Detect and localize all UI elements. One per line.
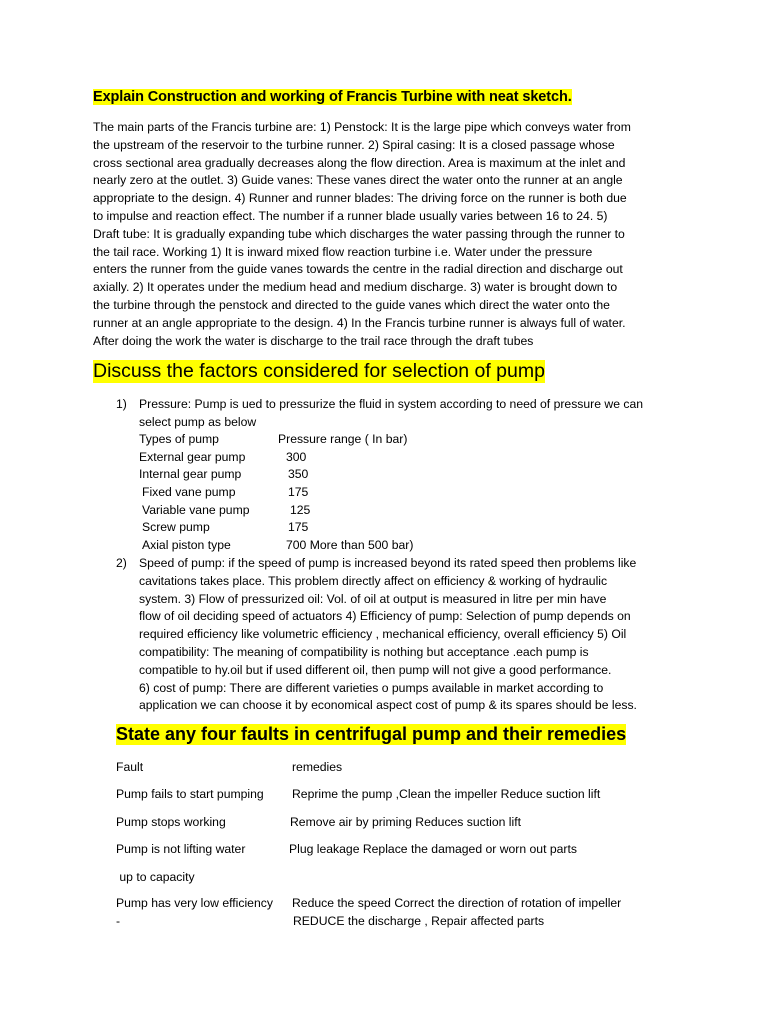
fault-cell: Pump has very low efficiency <box>116 896 273 910</box>
paragraph-line: the turbine through the penstock and directed to the guide vanes which direct the water onto the <box>93 297 610 312</box>
paragraph-line: appropriate to the design. 4) Runner and runner blades: The driving force on the runner is both due <box>93 191 627 206</box>
paragraph-line: enters the runner from the guide vanes towards the centre in the radial direction and discharge out <box>93 262 623 277</box>
fault-cell: Pump is not lifting water <box>116 842 246 856</box>
table-header-range: Pressure range ( In bar) <box>278 432 408 446</box>
paragraph-line: flow of oil deciding speed of actuators 4) Efficiency of pump: Selection of pump depends on <box>139 609 631 624</box>
list-number: 1) <box>116 397 127 411</box>
paragraph-line: The main parts of the Francis turbine are: 1) Penstock: It is the large pipe which conveys water from <box>93 120 631 134</box>
paragraph-line: axially. 2) It operates under the medium head and medium discharge. 3) water is brought down to <box>93 280 618 295</box>
q3-heading: State any four faults in centrifugal pump and their remedies <box>116 724 627 744</box>
remedy-column-header: remedies <box>292 760 343 774</box>
table-cell-type: Internal gear pump <box>139 467 242 481</box>
list-number: 2) <box>116 556 127 570</box>
list-item-speed <box>139 555 637 715</box>
remedy-cell: Remove air by priming Reduces suction lift <box>290 815 521 829</box>
paragraph-line: required efficiency like volumetric efficiency , mechanical efficiency, overall efficiency 5) Oil <box>139 627 627 642</box>
table-cell-type: Axial piston type <box>142 538 231 552</box>
table-header-type: Types of pump <box>139 432 219 446</box>
paragraph-line: Speed of pump: if the speed of pump is increased beyond its rated speed then problems like <box>139 556 637 570</box>
fault-column-header: Fault <box>116 760 144 774</box>
list-item-pressure <box>139 396 643 432</box>
remedy-cell: Reduce the speed Correct the direction of rotation of impeller <box>292 896 622 910</box>
paragraph-line: cross sectional area gradually decreases along the flow direction. Area is maximum at the inlet and <box>93 155 626 170</box>
table-cell-type: Variable vane pump <box>142 503 250 517</box>
fault-cell-continuation: up to capacity <box>116 870 195 884</box>
q1-heading: Explain Construction and working of Francis Turbine with neat sketch. <box>93 89 572 105</box>
remedy-cell: Plug leakage Replace the damaged or worn out parts <box>289 842 577 856</box>
paragraph-line: 6) cost of pump: There are different varieties o pumps available in market according to <box>139 680 604 695</box>
q1-paragraph <box>93 119 631 350</box>
paragraph-line: the tail race. Working 1) It is inward mixed flow reaction turbine i.e. Water under the pressure <box>93 244 593 259</box>
paragraph-line: compatible to hy.oil but if used different oil, then pump will not give a good performance. <box>139 662 612 677</box>
table-cell-type: Fixed vane pump <box>142 485 236 499</box>
q2-heading: Discuss the factors considered for selection of pump <box>93 360 545 382</box>
paragraph-line: compatibility: The meaning of compatibility is nothing but acceptance .each pump is <box>139 644 589 659</box>
fault-cell: Pump stops working <box>116 815 226 829</box>
paragraph-line: to impulse and reaction effect. The number if a runner blade usually varies between 16 to 24. 5) <box>93 208 608 223</box>
paragraph-line: Draft tube: It is gradually expanding tube which discharges the water passing through the runner to <box>93 226 625 241</box>
paragraph-line: cavitations takes place. This problem directly affect on efficiency & working of hydraulic <box>139 573 608 588</box>
table-cell-range: 175 <box>288 485 309 499</box>
paragraph-line: Pressure: Pump is ued to pressurize the fluid in system according to need of pressure we can <box>139 397 644 411</box>
paragraph-line: system. 3) Flow of pressurized oil: Vol. of oil at output is measured in litre per min have <box>139 591 607 606</box>
table-cell-range: 300 <box>286 450 307 464</box>
fault-cell-dash: - <box>116 914 121 928</box>
paragraph-line: the upstream of the reservoir to the turbine runner. 2) Spiral casing: It is a closed passage whose <box>93 137 615 152</box>
paragraph-line: runner at an angle appropriate to the design. 4) In the Francis turbine runner is always full of water. <box>93 315 626 330</box>
table-cell-range: 175 <box>288 520 309 534</box>
table-cell-type: Screw pump <box>142 520 210 534</box>
paragraph-line: After doing the work the water is discharge to the trail race through the draft tubes <box>93 333 534 348</box>
table-cell-range: 700 More than 500 bar) <box>286 538 414 552</box>
paragraph-line: select pump as below <box>139 414 257 429</box>
remedy-cell: Reprime the pump ,Clean the impeller Reduce suction lift <box>292 787 601 801</box>
table-cell-range: 125 <box>290 503 311 517</box>
remedy-cell: REDUCE the discharge , Repair affected parts <box>293 914 545 928</box>
table-cell-range: 350 <box>288 467 309 481</box>
fault-cell: Pump fails to start pumping <box>116 787 264 801</box>
paragraph-line: nearly zero at the outlet. 3) Guide vanes: These vanes direct the water onto the runner at an angle <box>93 173 623 188</box>
paragraph-line: application we can choose it by economical aspect cost of pump & its spares should be less. <box>139 698 637 713</box>
table-cell-type: External gear pump <box>139 450 246 464</box>
